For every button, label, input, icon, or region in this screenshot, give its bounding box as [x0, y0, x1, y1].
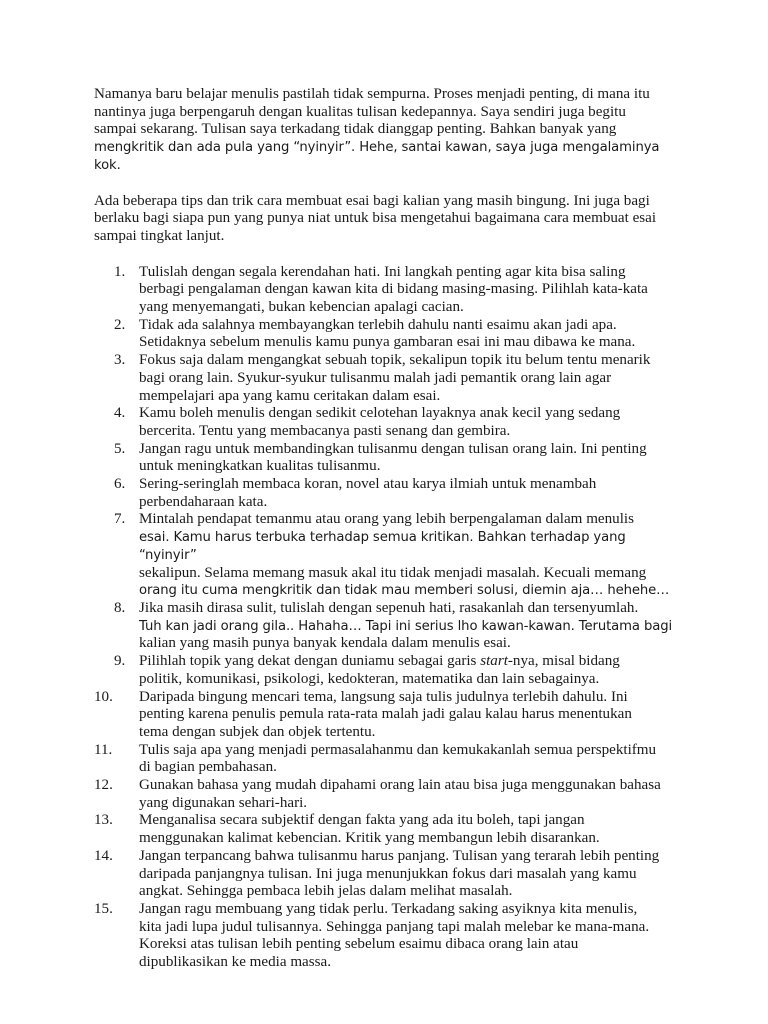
- list-line: kita jadi lupa judul tulisannya. Sehingga panjang tapi malah melebar ke mana-mana.: [139, 918, 650, 935]
- list-line: yang digunakan sehari-hari.: [139, 794, 308, 811]
- list-item: [94, 511, 684, 600]
- paragraph-line: mengkritik dan ada pula yang “nyinyir”. Hehe, santai kawan, saya juga mengalaminya kok.: [94, 140, 660, 173]
- list-item: [94, 812, 684, 847]
- list-item: [94, 476, 684, 511]
- list-line: dipublikasikan ke media massa.: [139, 954, 331, 971]
- list-number: 14.: [94, 847, 113, 864]
- second-paragraph: [94, 193, 684, 246]
- intro-paragraph: [94, 86, 684, 175]
- list-line: esai. Kamu harus terbuka terhadap semua kritikan. Bahkan terhadap yang “nyinyir”: [139, 530, 626, 563]
- list-item: [94, 848, 684, 901]
- list-line: sekalipun. Selama memang masuk akal itu tidak menjadi masalah. Kecuali memang: [139, 564, 647, 581]
- list-line: menggunakan kalimat kebencian. Kritik yang membangun lebih disarankan.: [139, 830, 600, 847]
- list-item: [94, 352, 684, 405]
- list-item: [94, 441, 684, 476]
- list-item: [94, 901, 684, 972]
- paragraph-line: berlaku bagi siapa pun yang punya niat untuk bisa mengetahui bagaimana cara membuat esai: [94, 210, 657, 227]
- list-item: [94, 777, 684, 812]
- list-line: bagi orang lain. Syukur-syukur tulisanmu malah jadi pemantik orang lain agar: [139, 369, 612, 386]
- list-line: yang menyemangati, bukan kebencian apalagi cacian.: [139, 299, 464, 316]
- list-line: Mintalah pendapat temanmu atau orang yang lebih berpengalaman dalam menulis: [139, 511, 634, 528]
- list-line: Jangan ragu untuk membandingkan tulisanmu dengan tulisan orang lain. Ini penting: [139, 440, 647, 457]
- list-line: Daripada bingung mencari tema, langsung saja tulis judulnya terlebih dahulu. Ini: [139, 688, 628, 705]
- list-line: Setidaknya sebelum menulis kamu punya gambaran esai ini mau dibawa ke mana.: [139, 334, 636, 351]
- list-item: [94, 689, 684, 742]
- list-number: 2.: [114, 316, 126, 333]
- list-number: 3.: [114, 352, 126, 369]
- document-body: [94, 86, 684, 972]
- list-number: 10.: [94, 688, 113, 705]
- list-line: Gunakan bahasa yang mudah dipahami orang lain atau bisa juga menggunakan bahasa: [139, 777, 661, 794]
- paragraph-line: Namanya baru belajar menulis pastilah tidak sempurna. Proses menjadi penting, di mana itu: [94, 86, 650, 102]
- paragraph-line: sampai tingkat lanjut.: [94, 227, 225, 244]
- list-item: [94, 600, 684, 653]
- list-line: Fokus saja dalam mengangkat sebuah topik, sekalipun topik itu belum tentu menarik: [139, 352, 651, 369]
- list-line: penting karena penulis pemula rata-rata malah jadi galau kalau harus menentukan: [139, 706, 632, 723]
- list-line-end: -nya, misal bidang: [507, 653, 620, 670]
- list-line: Jika masih dirasa sulit, tulislah dengan sepenuh hati, rasakanlah dan tersenyumlah.: [139, 599, 639, 616]
- tips-list: [94, 264, 684, 972]
- list-line: Tuh kan jadi orang gila.. Hahaha… Tapi ini serius lho kawan-kawan. Terutama bagi: [139, 618, 673, 634]
- list-line: Tulis saja apa yang menjadi permasalahanmu dan kemukakanlah semua perspektifmu: [139, 741, 657, 758]
- paragraph-line: Ada beberapa tips dan trik cara membuat esai bagi kalian yang masih bingung. Ini juga bagi: [94, 192, 650, 209]
- list-number: 5.: [114, 440, 126, 457]
- list-line: Kamu boleh menulis dengan sedikit celotehan layaknya anak kecil yang sedang: [139, 405, 621, 422]
- list-line: berbagi pengalaman dengan kawan kita di bidang masing-masing. Pilihlah kata-kata: [139, 281, 648, 298]
- list-item: [94, 405, 684, 440]
- list-line: bercerita. Tentu yang membacanya pasti senang dan gembira.: [139, 422, 511, 439]
- list-line: Menganalisa secara subjektif dengan fakta yang ada itu boleh, tapi jangan: [139, 812, 585, 829]
- list-line: Jangan terpancang bahwa tulisanmu harus panjang. Tulisan yang terarah lebih penting: [139, 847, 660, 864]
- list-line: daripada panjangnya tulisan. Ini juga menunjukkan fokus dari masalah yang kamu: [139, 865, 637, 882]
- list-number: 7.: [114, 511, 126, 528]
- list-item: [94, 653, 684, 688]
- list-line: Tulislah dengan segala kerendahan hati. Ini langkah penting agar kita bisa saling: [139, 263, 626, 280]
- list-line: Koreksi atas tulisan lebih penting sebelum esaimu dibaca orang lain atau: [139, 936, 579, 953]
- list-number: 11.: [94, 741, 113, 758]
- list-line: [139, 653, 684, 671]
- list-item: [94, 317, 684, 352]
- list-item: [94, 742, 684, 777]
- list-number: 9.: [114, 653, 126, 670]
- list-line-start: Pilihlah topik yang dekat dengan duniamu sebagai garis: [139, 653, 481, 670]
- paragraph-line: nantinya juga berpengaruh dengan kualitas tulisan kedepannya. Saya sendiri juga begitu: [94, 103, 626, 120]
- paragraph-line: sampai sekarang. Tulisan saya terkadang tidak dianggap penting. Bahkan banyak yang: [94, 121, 617, 138]
- list-line: perbendaharaan kata.: [139, 493, 268, 510]
- list-number: 15.: [94, 900, 113, 917]
- list-line: mempelajari apa yang kamu ceritakan dalam esai.: [139, 387, 441, 404]
- list-number: 1.: [114, 263, 126, 280]
- list-line: politik, komunikasi, psikologi, kedokteran, matematika dan lain sebagainya.: [139, 670, 600, 687]
- list-line: Tidak ada salahnya membayangkan terlebih dahulu nanti esaimu akan jadi apa.: [139, 316, 617, 333]
- list-number: 12.: [94, 777, 113, 794]
- list-number: 13.: [94, 812, 113, 829]
- list-line: orang itu cuma mengkritik dan tidak mau memberi solusi, diemin aja… hehehe…: [139, 583, 670, 599]
- list-number: 6.: [114, 476, 126, 493]
- list-line: angkat. Sehingga pembaca lebih jelas dalam melihat masalah.: [139, 883, 513, 900]
- list-line: kalian yang masih punya banyak kendala dalam menulis esai.: [139, 635, 511, 652]
- italic-word: start: [480, 653, 508, 670]
- list-line: Sering-seringlah membaca koran, novel atau karya ilmiah untuk menambah: [139, 476, 597, 493]
- list-line: tema dengan subjek dan objek tertentu.: [139, 723, 376, 740]
- list-item: [94, 264, 684, 317]
- list-number: 4.: [114, 405, 126, 422]
- list-line: Jangan ragu membuang yang tidak perlu. Terkadang saking asyiknya kita menulis,: [139, 900, 638, 917]
- list-line: untuk meningkatkan kualitas tulisanmu.: [139, 458, 381, 475]
- list-line: di bagian pembahasan.: [139, 759, 277, 776]
- list-number: 8.: [114, 599, 126, 616]
